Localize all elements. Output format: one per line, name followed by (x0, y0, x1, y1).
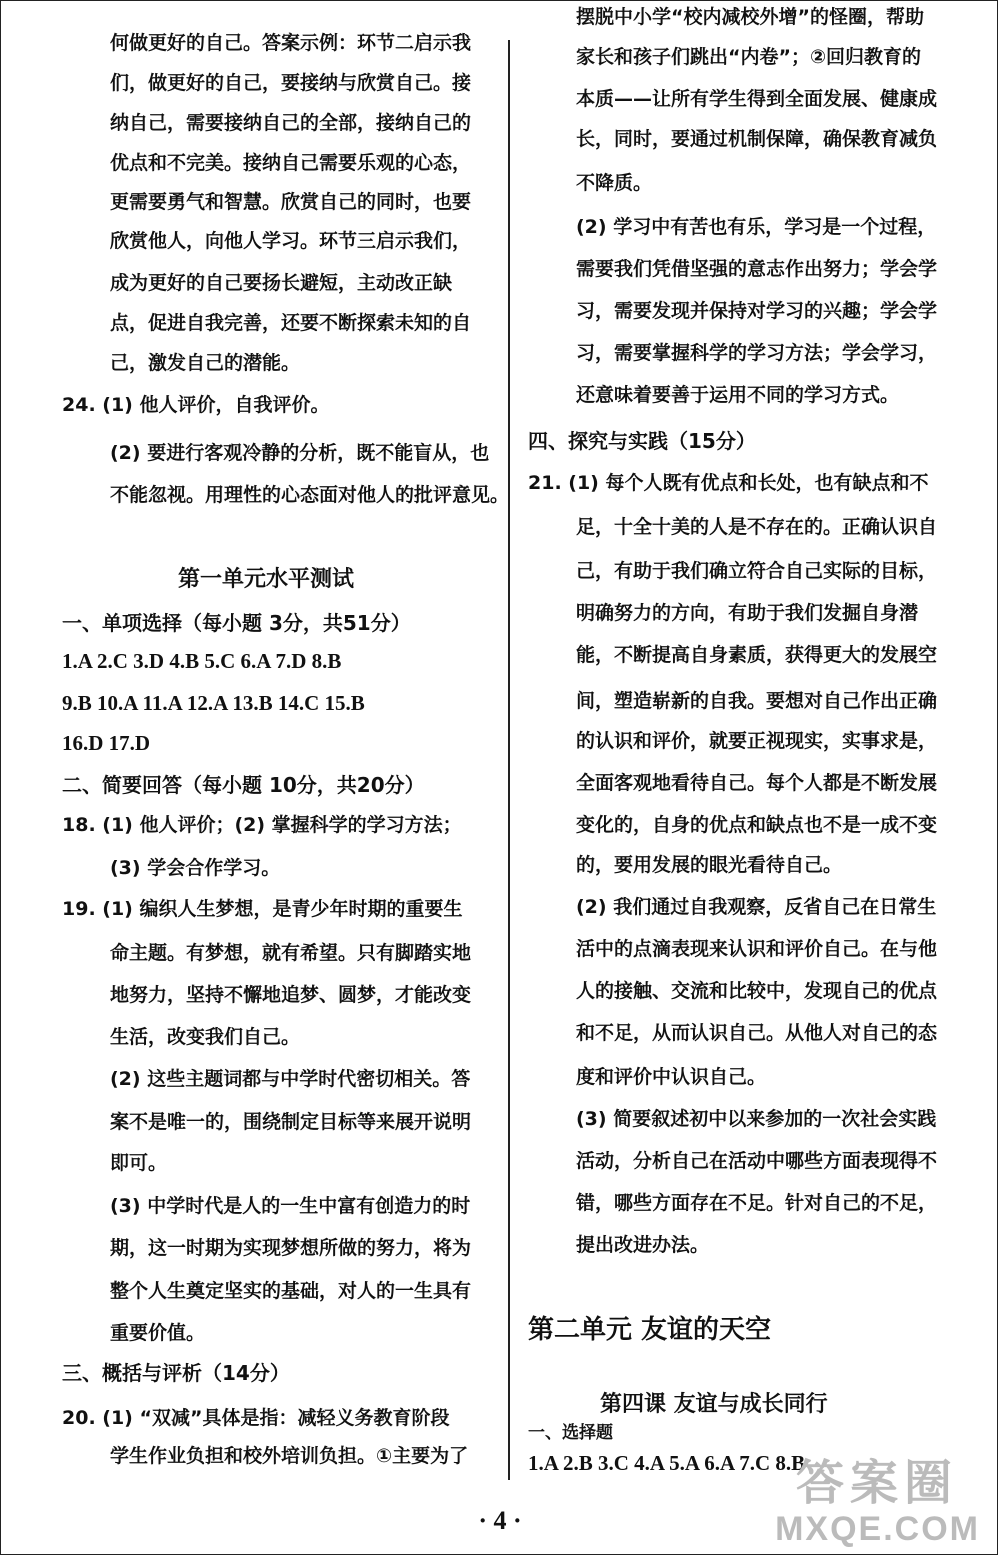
right_column-line: 能，不断提高自身素质，获得更大的发展空 (576, 644, 938, 666)
left_column-line: 二、简要回答（每小题 10分，共20分） (62, 773, 425, 797)
left_column-line: 第一单元水平测试 (178, 567, 355, 592)
left_column-line: (3) 学会合作学习。 (110, 857, 281, 879)
watermark-url: MXQE.COM (775, 1510, 980, 1548)
right_column-line: 摆脱中小学“校内减校外增”的怪圈，帮助 (576, 6, 924, 28)
right_column-line: 提出改进办法。 (576, 1234, 710, 1256)
left_column-line: 点，促进自我完善，还要不断探索未知的自 (110, 312, 472, 334)
left_column-line: 案不是唯一的，围绕制定目标等来展开说明 (110, 1111, 472, 1133)
right_column-line: 第二单元 友谊的天空 (528, 1315, 772, 1345)
left_column-line: 成为更好的自己要扬长避短，主动改正缺 (110, 272, 453, 294)
left_column-line: 更需要勇气和智慧。欣赏自己的同时，也要 (110, 191, 472, 213)
left_column-line: 16.D 17.D (62, 731, 151, 755)
left_column-line: 1.A 2.C 3.D 4.B 5.C 6.A 7.D 8.B (62, 649, 342, 673)
right_column-line: (2) 我们通过自我观察，反省自己在日常生 (576, 896, 937, 918)
right_column-line: (2) 学习中有苦也有乐，学习是一个过程， (576, 216, 937, 238)
right_column-line: 本质——让所有学生得到全面发展、健康成 (576, 88, 938, 110)
right_column-line: 需要我们凭借坚强的意志作出努力；学会学 (576, 258, 938, 280)
left_column-line: 欣赏他人，向他人学习。环节三启示我们， (110, 230, 472, 252)
left_column-line: (3) 中学时代是人的一生中富有创造力的时 (110, 1195, 471, 1217)
left_column-line: 生活，改变我们自己。 (110, 1026, 301, 1048)
left_column-line: 即可。 (110, 1152, 168, 1174)
right_column-line: 人的接触、交流和比较中，发现自己的优点 (576, 980, 938, 1002)
right_column-line: (3) 简要叙述初中以来参加的一次社会实践 (576, 1108, 937, 1130)
left_column-line: 何做更好的自己。答案示例：环节二启示我 (110, 32, 472, 54)
right_column-line: 习，需要掌握科学的学习方法；学会学习， (576, 342, 938, 364)
right_column-line: 不降质。 (576, 172, 653, 194)
right_column-line: 21. (1) 每个人既有优点和长处，也有缺点和不 (528, 472, 929, 494)
right_column-line: 全面客观地看待自己。每个人都是不断发展 (576, 772, 938, 794)
left_column-line: 20. (1) “双减”具体是指：减轻义务教育阶段 (62, 1407, 450, 1429)
right_column-line: 和不足，从而认识自己。从他人对自己的态 (576, 1022, 938, 1044)
right_column-line: 活动，分析自己在活动中哪些方面表现得不 (576, 1150, 938, 1172)
left_column-line: 纳自己，需要接纳自己的全部，接纳自己的 (110, 112, 472, 134)
left_column-line: 命主题。有梦想，就有希望。只有脚踏实地 (110, 942, 472, 964)
left_column-line: 9.B 10.A 11.A 12.A 13.B 14.C 15.B (62, 691, 365, 715)
left_column-line: (2) 要进行客观冷静的分析，既不能盲从，也 (110, 442, 490, 464)
right_column-line: 度和评价中认识自己。 (576, 1066, 767, 1088)
column-divider (508, 40, 510, 1480)
left_column-line: 19. (1) 编织人生梦想，是青少年时期的重要生 (62, 898, 463, 920)
right_column-line: 长，同时，要通过机制保障，确保教育减负 (576, 128, 938, 150)
right_column-line: 1.A 2.B 3.C 4.A 5.A 6.A 7.C 8.B (528, 1451, 806, 1475)
right_column-line: 活中的点滴表现来认识和评价自己。在与他 (576, 938, 938, 960)
left_column-line: 不能忽视。用理性的心态面对他人的批评意见。 (110, 484, 510, 506)
page-number: · 4 · (478, 1506, 522, 1535)
left_column-line: (2) 这些主题词都与中学时代密切相关。答 (110, 1068, 471, 1090)
left_column-line: 己，激发自己的潜能。 (110, 352, 301, 374)
left_column-line: 18. (1) 他人评价；(2) 掌握科学的学习方法； (62, 814, 462, 836)
right_column-line: 间，塑造崭新的自我。要想对自己作出正确 (576, 690, 938, 712)
right_column-line: 的认识和评价，就要正视现实，实事求是， (576, 730, 938, 752)
right_column-line: 四、探究与实践（15分） (528, 429, 756, 453)
right_column-line: 错，哪些方面存在不足。针对自己的不足， (576, 1192, 938, 1214)
left_column-line: 一、单项选择（每小题 3分，共51分） (62, 611, 411, 635)
left_column-line: 期，这一时期为实现梦想所做的努力，将为 (110, 1237, 472, 1259)
left_column-line: 24. (1) 他人评价，自我评价。 (62, 394, 330, 416)
left_column-line: 重要价值。 (110, 1322, 206, 1344)
right_column-line: 明确努力的方向，有助于我们发掘自身潜 (576, 602, 919, 624)
right_column-line: 一、选择题 (528, 1423, 613, 1443)
right_column-line: 足，十全十美的人是不存在的。正确认识自 (576, 516, 938, 538)
right_column-line: 的，要用发展的眼光看待自己。 (576, 854, 843, 876)
left_column-line: 优点和不完美。接纳自己需要乐观的心态， (110, 152, 472, 174)
right_column-line: 变化的，自身的优点和缺点也不是一成不变 (576, 814, 938, 836)
right_column-line: 习，需要发现并保持对学习的兴趣；学会学 (576, 300, 938, 322)
right_column-line: 己，有助于我们确立符合自己实际的目标， (576, 560, 938, 582)
right_column-line: 第四课 友谊与成长同行 (600, 1392, 828, 1417)
right_column-line: 家长和孩子们跳出“内卷”；②回归教育的 (576, 46, 922, 68)
watermark-logo: 答案圈 (795, 1457, 958, 1510)
left_column-line: 学生作业负担和校外培训负担。①主要为了 (110, 1445, 469, 1467)
left_column-line: 整个人生奠定坚实的基础，对人的一生具有 (110, 1280, 472, 1302)
left_column-line: 地努力，坚持不懈地追梦、圆梦，才能改变 (110, 984, 472, 1006)
left_column-line: 们，做更好的自己，要接纳与欣赏自己。接 (110, 72, 472, 94)
right_column-line: 还意味着要善于运用不同的学习方式。 (576, 384, 900, 406)
left_column-line: 三、概括与评析（14分） (62, 1361, 290, 1385)
